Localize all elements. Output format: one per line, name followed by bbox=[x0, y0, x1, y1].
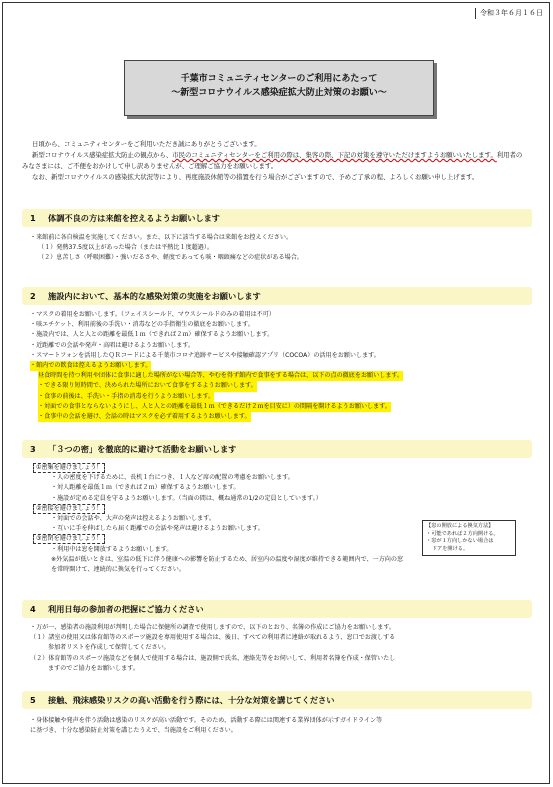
title-line-1: 千葉市コミュニティセンターのご利用にあたって bbox=[180, 74, 378, 84]
section-5-title: 接触、飛沫感染リスクの高い活動を行う際には、十分な対策を講じてください bbox=[48, 695, 335, 705]
s2-highlight-line: ・館内での飲食は控えるようお願いします。 bbox=[30, 361, 151, 371]
intro-paragraph-1: 日頃から、コミュニティセンターをご利用いただき誠にありがとうございます。 bbox=[32, 140, 261, 148]
note-line: ・窓が１方向しかない場合は bbox=[426, 538, 494, 545]
intro-paragraph-2 bbox=[22, 150, 527, 172]
section-3-number: 3 bbox=[30, 444, 36, 454]
s3-line: ・施設が定める定員を守るようお願いします。（当面の間は、概ね通常の1/2の定員としています。） bbox=[51, 494, 322, 502]
section-5-number: 5 bbox=[30, 695, 36, 705]
s5-line: に基づき、十分な感染防止対策を講じたうえで、当施設をご利用ください。 bbox=[30, 727, 237, 735]
intro-paragraph-3: なお、新型コロナウイルスの感染拡大状況等により、再度施設休館等の措置を行う場合がございますので、予めご了承の程、よろしくお願い申し上げます。 bbox=[32, 173, 479, 181]
s2-line: ・スマートフォンを活用したＱＲコードによる千葉市コロナ追跡サービスや接触確認アプリ（COCOA）の活用をお願いします。 bbox=[30, 351, 380, 359]
section-2-number: 2 bbox=[30, 291, 36, 301]
s2-line: ・近距離での会話や発声・高唱は避けるようお願いします。 bbox=[30, 341, 195, 349]
ventilation-note bbox=[422, 520, 516, 556]
section-1-title: 体調不良の方は来館を控えるようお願いします bbox=[48, 213, 220, 223]
s4-line: ・万が一、感染者の施設利用が判明した場合に保健所の調査で使用しますので、以下のとおり、名簿の作成にご協力をお願いします。 bbox=[30, 624, 396, 631]
section-5-heading bbox=[22, 691, 532, 709]
section-3-heading bbox=[22, 440, 532, 458]
title-box bbox=[124, 60, 434, 116]
section-2-body bbox=[30, 310, 530, 422]
s1-line: （２）息苦しさ（呼吸困難）・強いだるさや、軽度であっても咳・咽頭痛などの症状がある場合。 bbox=[38, 254, 303, 262]
s3-line: ・人の密度を下げるために、長机１台につき、１人など席の配置の考慮をお願いします。 bbox=[51, 474, 294, 482]
section-5-body bbox=[30, 716, 530, 736]
s2-highlight-line: ・食事の前後は、手洗い・手指の消毒を行うようお願いします。 bbox=[38, 392, 214, 402]
section-2-title: 施設内において、基本的な感染対策の実施をお願いします bbox=[48, 291, 261, 301]
s1-line: （１）発熱37.5度以上があった場合（または平熱比１度超過）。 bbox=[38, 244, 213, 252]
s2-line: ・施設内では、人と人との距離を最低１ｍ（できれば２ｍ）確保するようお願いします。 bbox=[30, 331, 274, 339]
note-line: ドアを開ける。 bbox=[432, 545, 469, 552]
section-1-body bbox=[30, 233, 530, 264]
avoid-close-contact-label: ②密接を避けましょう！ bbox=[33, 504, 105, 514]
section-2-heading bbox=[22, 287, 532, 305]
s3-line: ・利用中は窓を開放するようお願いします。 bbox=[51, 545, 173, 553]
s1-line: ・来館前に各自検温を実施してください。また、以下に該当する場合は来館をお控えください。 bbox=[30, 234, 293, 241]
intro-p2a: 新型コロナウイルス感染症拡大防止の観点から、 bbox=[32, 151, 173, 159]
s3-line: ・互いに手を伸ばしたら届く距離での会話や発声は避けるようお願いします。 bbox=[51, 525, 264, 533]
title-line-2: ～新型コロナウイルス感染症拡大防止対策のお願い～ bbox=[171, 88, 387, 98]
s3-line: を常時開けて、連続的に換気を行ってください。 bbox=[51, 566, 185, 574]
s4-line: 参加者リストを作成して保管してください。 bbox=[48, 644, 170, 652]
section-4-number: 4 bbox=[30, 604, 36, 614]
s2-line: ・咳エチケット、利用前後の手洗い・消毒などの手指衛生の徹底をお願いします。 bbox=[30, 321, 254, 329]
s2-highlight-line: ・対面での食事とならないようにし、人と人との距離を最低１ｍ（できるだけ２ｍを目安に）の間隔を開けるようお願いします。 bbox=[38, 402, 391, 412]
s4-line: ますのでご協力をお願いします。 bbox=[48, 664, 139, 672]
section-4-heading bbox=[22, 600, 532, 618]
s3-line: ・対面での会話や、大声の発声は控えるようお願いします。 bbox=[51, 515, 215, 523]
section-4-title: 利用日毎の参加者の把握にご協力ください bbox=[48, 604, 204, 614]
s3-line: ※外気温が低いときは、室温の低下に伴う健康への影響を防止するため、居室内の温度や湿度が維持できる範囲内で、一方向の窓 bbox=[51, 555, 404, 563]
section-3-title: 「３つの密」を徹底的に避けて活動をお願いします bbox=[48, 444, 237, 454]
s2-highlight-line: ・できる限り短時間で、決められた場所において食事をするようお願いします。 bbox=[38, 381, 257, 391]
section-4-body bbox=[30, 623, 530, 674]
section-1-number: 1 bbox=[30, 213, 36, 223]
document-date: 令和３年６月１６日 bbox=[475, 8, 543, 19]
avoid-crowding-label: ①密集を避けましょう！ bbox=[33, 463, 105, 473]
s4-line: （１）諸室の使用又は体育館等のスポーツ施設を専用使用する場合は、後日、すべての利用者に連絡が取れるよう、窓口でお渡しする bbox=[30, 634, 396, 642]
s4-line: （２）体育館等のスポーツ施設などを個人で使用する場合は、施設側で氏名、連絡先等をお伺いして、利用者名簿を作成・保管いたし bbox=[30, 654, 396, 662]
note-title: 【窓の開放による換気方法】 bbox=[426, 523, 494, 529]
avoid-closed-spaces-label: ③密閉を避けましょう！ bbox=[33, 534, 105, 544]
intro-p2c: 利用者のみなさまには、ご不便をおかけして申し訳ありませんが、ご理解ご協力をお願いします。 bbox=[22, 151, 523, 170]
s2-line: ・マスクの着用をお願いします。（フェイスシールド、マウスシールドのみの着用は不可） bbox=[30, 311, 275, 318]
s3-line: ・対人距離を最低１ｍ（できれば２ｍ）確保するようお願いします。 bbox=[51, 484, 240, 492]
s2-highlight-line: 昼食時間を持つ利用や団体に食事に適した場所がない場合等、やむを得ず館内で食事をする場合は、以下の点の徹底をお願いします。 bbox=[38, 371, 403, 381]
s5-line: ・身体接触や発声を伴う活動は感染のリスクが高い活動です。そのため、活動する際には関連する業界団体が示すガイドライン等 bbox=[30, 717, 383, 724]
section-1-heading bbox=[22, 209, 532, 227]
note-line: ・可能であれば２方向開ける。 bbox=[426, 530, 499, 537]
intro bbox=[22, 139, 527, 183]
intro-p2b-emphasis: 市民のコミュニティセンターをご利用の際は、集客の際、下記の対策を遵守いただけますようお願いいたします。 bbox=[172, 151, 497, 159]
s2-highlight-line: ・食事中の会話を避け、会話の時はマスクを必ず着用するようお願いします。 bbox=[38, 412, 251, 422]
